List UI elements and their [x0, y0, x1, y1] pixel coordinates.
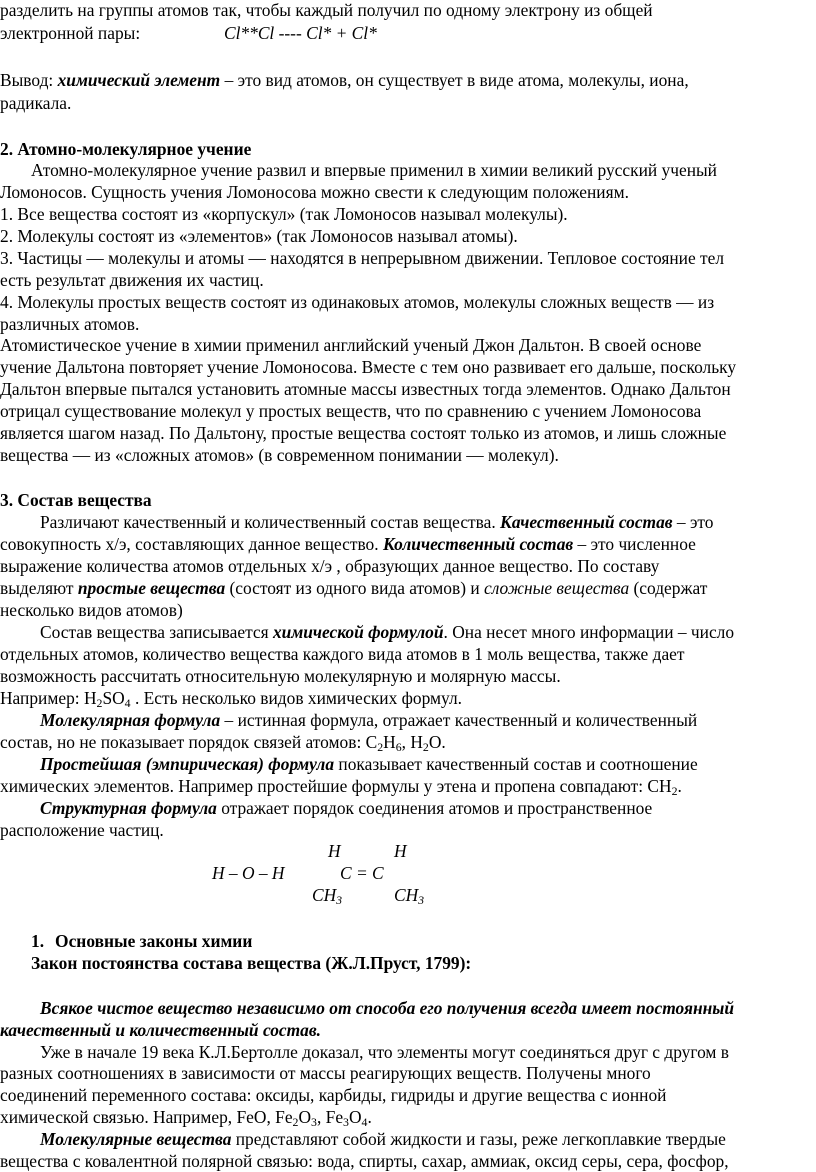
text-line: Ломоносов. Сущность учения Ломоносова можно свести к следующим положениям.: [0, 182, 629, 202]
text-line: Состав вещества записывается химической формулой. Она несет много информации – число: [40, 622, 735, 642]
text-line: Молекулярные вещества представляют собой жидкости и газы, реже легкоплавкие твердые: [40, 1129, 726, 1149]
text-line: химической связью. Например, FeO, $Fe_2O_3$, $Fe_3O_4$.: [0, 1107, 372, 1129]
text-line: Простейшая (эмпирическая) формула показывает качественный состав и соотношение: [40, 754, 698, 774]
formula-hydrogen-left: H: [328, 841, 341, 861]
text-line: выделяют простые вещества (состоят из одного вида атомов) и сложные вещества (содержат: [0, 578, 708, 598]
conclusion-line: Вывод: химический элемент – это вид атомов, он существует в виде атома, молекулы, иона,: [0, 70, 689, 90]
text-line: расположение частиц.: [0, 820, 164, 840]
text-line: отдельных атомов, количество вещества каждого вида атомов в 1 моль вещества, также дает: [0, 644, 685, 664]
text-line: разделить на группы атомов так, чтобы каждый получил по одному электрону из общей: [0, 0, 653, 20]
section-heading: 2. Атомно-молекулярное учение: [0, 139, 252, 159]
text-line: вещества с ковалентной полярной связью: вода, спирты, сахар, аммиак, оксид серы, сера, фосфор,: [0, 1151, 729, 1171]
law-title: Закон постоянства состава вещества (Ж.Л.Пруст, 1799):: [31, 953, 472, 973]
list-item: 3. Частицы — молекулы и атомы — находятся в непрерывном движении. Тепловое состояние тел: [0, 248, 725, 268]
formula-methyl-right: $CH_3$: [394, 885, 425, 907]
text-line: учение Дальтона повторяет учение Ломоносова. Вместе с тем оно развивает его дальше, поскольку: [0, 357, 737, 377]
text-line: Структурная формула отражает порядок соединения атомов и пространственное: [40, 798, 653, 818]
text-line: есть результат движения их частиц.: [0, 270, 264, 290]
text-line: возможность рассчитать относительную молекулярную и молярную массы.: [0, 666, 561, 686]
text-line: отрицал существование молекул у простых веществ, что по сравнению с учением Ломоносова: [0, 401, 702, 421]
law-statement: качественный и количественный состав.: [0, 1020, 321, 1040]
text-line: соединений переменного состава: оксиды, карбиды, гидриды и другие вещества с ионной: [0, 1085, 667, 1105]
text-line: различных атомов.: [0, 314, 140, 334]
text-line: является шагом назад. По Дальтону, простые вещества состоят только из атомов, и лишь сложные: [0, 423, 727, 443]
text-line: Уже в начале 19 века К.Л.Бертолле доказал, что элементы могут соединяться друг с другом в: [40, 1042, 729, 1062]
law-statement: Всякое чистое вещество независимо от способа его получения всегда имеет постоянный: [40, 998, 734, 1018]
text-line: разных соотношениях в зависимости от массы реагирующих веществ. Получены много: [0, 1063, 651, 1083]
chlorine-formula: Cl**Cl ---- Cl* + Cl*: [224, 23, 377, 43]
text-line: Различают качественный и количественный состав вещества. Качественный состав – это: [40, 512, 714, 532]
text-line: вещества — из «сложных атомов» (в современном понимании — молекул).: [0, 445, 559, 465]
example-line: Например: $H_2SO_4$ . Есть несколько видов химических формул.: [0, 688, 462, 710]
formula-hydrogen-right: H: [394, 841, 407, 861]
list-item: 1. Все вещества состоят из «корпускул» (так Ломоносов называл молекулы).: [0, 204, 568, 224]
text-line: электронной пары:: [0, 23, 141, 43]
text-line: радикала.: [0, 93, 72, 113]
formula-water: H – O – H: [212, 863, 285, 883]
text-line: Атомно-молекулярное учение развил и впервые применил в химии великий русский ученый: [31, 160, 717, 180]
section-heading: 3. Состав вещества: [0, 490, 152, 510]
section-heading: 1. Основные законы химии: [31, 931, 253, 951]
text-line: совокупность х/э, составляющих данное вещество. Количественный состав – это численное: [0, 534, 696, 554]
text-line: Атомистическое учение в химии применил английский ученый Джон Дальтон. В своей основе: [0, 335, 702, 355]
formula-alkene: C = C: [340, 863, 384, 883]
text-line: выражение количества атомов отдельных х/э , образующих данное вещество. По составу: [0, 556, 660, 576]
text-line: Дальтон впервые пытался установить атомные массы известных тогда элементов. Однако Дальтон: [0, 379, 731, 399]
text-line: несколько видов атомов): [0, 600, 183, 620]
list-item: 2. Молекулы состоят из «элементов» (так Ломоносов называл атомы).: [0, 226, 518, 246]
text-line: Молекулярная формула – истинная формула, отражает качественный и количественный: [40, 710, 698, 730]
formula-methyl-left: $CH_3$: [312, 885, 343, 907]
text-line: химических элементов. Например простейшие формулы у этена и пропена совпадают: $CH_2$.: [0, 776, 682, 798]
list-item: 4. Молекулы простых веществ состоят из одинаковых атомов, молекулы сложных веществ — из: [0, 292, 715, 312]
text-line: состав, но не показывает порядок связей атомов: $C_2H_6$, $H_2O$.: [0, 732, 446, 754]
